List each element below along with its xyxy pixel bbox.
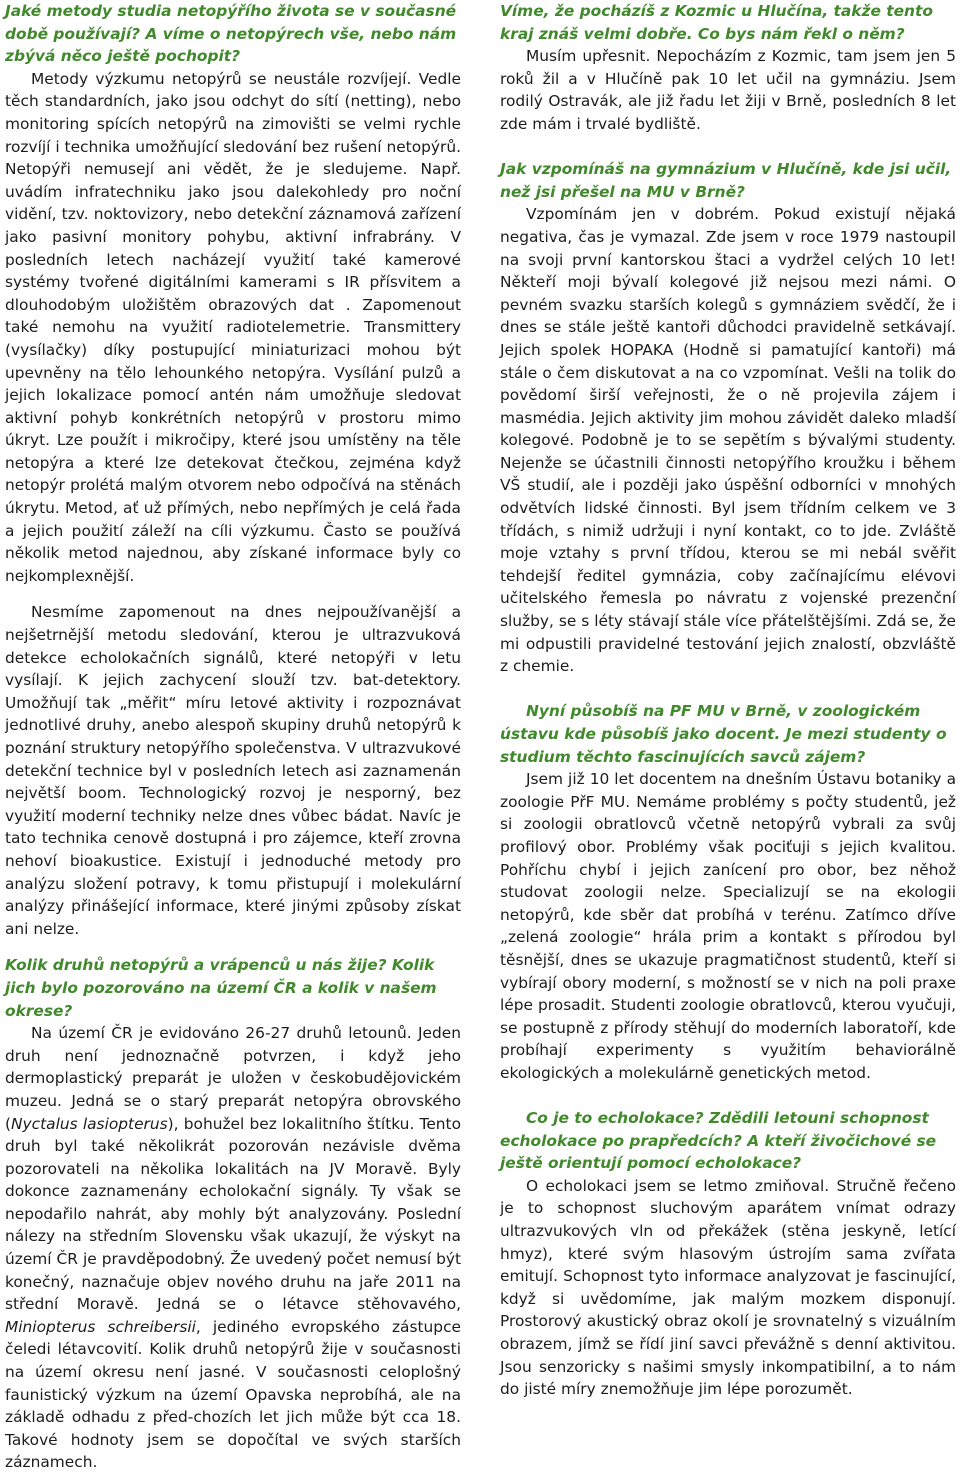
question-echolocation: Co je to echolokace? Zdědili letouni schopnost echolokace po prapředcích? A kteří živočichové se ještě orientují pomocí echolokace?: [500, 1109, 937, 1173]
answer-methods-paragraph-2: Nesmíme zapomenout na dnes nejpoužívanější a nejšetrnější metodu sledování, kterou je ultrazvuková detekce echolokačních signálů, které netopýři v letu vysílají. K jejich zachycení slouží tzv. bat-detektory. Umožňují tak „měřit“ míru letové aktivity i rozpoznávat jednotlivé druhy, anebo alespoň skupiny druhů netopýrů k poznání struktury netopýřího společenstva. V ultrazvukové detekční technice byl v posledních letech asi zaznamenán největší boom. Technologický rozvoj je nesporný, bez využití moderní techniky nelze dnes vůbec bádat. Navíc je tato technika cenově dostupná i pro zájemce, kteří zrovna nehoví bioakustice. Existují i jednoduché metody pro analýzu složení potravy, k tomu přistupují i molekulární analýzy přinášející informace, které jinými způsoby získat ani nelze.: [5, 603, 461, 938]
species-name-miniopterus: Miniopterus schreibersii: [5, 1317, 196, 1336]
left-column: [5, 0, 461, 1474]
answer-species-text-2: ), bohužel bez lokalitního štítku. Tento druh byl také několikrát pozorován nezávisle dvěma pozorovateli na několika lokalitách na JV Moravě. Byly dokonce zaznamenány echolokační signály. Ty však se nepodařilo nahrát, aby mohly být analyzovány. Poslední nálezy na středním Slovensku však ukazují, že výskyt na území ČR je pravděpodobný. Že uvedený počet nemusí být konečný, naznačuje objev nového druhu na jaře 2011 na střední Moravě. Jedná se o létavce stěhovavého,: [5, 1114, 461, 1314]
question-gymnasium: Jak vzpomínáš na gymnázium v Hlučíně, kde jsi učil, než jsi přešel na MU v Brně?: [500, 160, 952, 201]
answer-echolocation: O echolokaci jsem se letmo zmiňoval. Stručně řečeno je to schopnost sluchovým aparátem vnímat odrazy ultrazvukových vln od překážek (stěna jeskyně, letící hmyz), které svým hlasovým ústrojím sama zvířata emitují. Schopnost tyto informace analyzovat je fascinující, když si uvědomíme, jak malým mozkem disponují. Prostorový akustický obraz okolí je srovnatelný s vizuálním obrazem, jímž se řídí jiní savci převážně s denní aktivitou. Jsou senzoricky s našimi smysly inkompatibilní, a to nám do jisté míry znemožňuje jim lépe porozumět.: [500, 1176, 956, 1399]
answer-gymnasium: Vzpomínám jen v dobrém. Pokud existují nějaká negativa, čas je vymazal. Zde jsem v roce 1979 nastoupil na svoji první kantorskou štaci a vydržel celých 10 let! Někteří moji bývalí kolegové již nejsou mezi námi. O pevném svazku starších kolegů s gymnáziem svědčí, že i dnes se stále ještě kantoři důchodci pravidelně setkávají. Jejich spolek HOPAKA (Hodně si pamatující kantoři) má stále o čem diskutovat a na co vzpomínat. Vešli na tolik do povědomí širší veřejnosti, že o ně projevila zájem i masmédia. Jejich aktivity jim mohou závidět daleko mladší kolegové. Podobně je to se sepětím s bývalými studenty. Nejenže se účastnili činnosti netopýřího kroužku i během VŠ studií, ale i později jako úspěšní odborníci v mnohých odvětvích lidské činnosti. Byl jsem třídním celkem ve 3 třídách, s nimiž udržuji i nyní kontakt, co to jde. Zvláště moje vztahy s první třídou, kterou se mi nebál svěřit tehdejší ředitel gymnázia, coby začínajícímu elévovi učitelského řemesla po návratu z vojenské prezenční služby, se s léty stávají stále více přátelštějšími. Zdá se, že mi odpustili pravidelné testování jejich znalostí, obzvláště z chemie.: [500, 205, 956, 676]
answer-methods-paragraph-1: Metody výzkumu netopýrů se neustále rozvíjejí. Vedle těch standardních, jako jsou odchyt do sítí (netting), nebo monitoring spících netopýrů na zimovišti se velmi rychle rozvíjí i technika umožňující sledování bez rušení netopýrů. Netopýři nemusejí ani vědět, že je sledujeme. Např. uvádím infratechniku jako jsou dalekohledy pro noční vidění, tzv. noktovizory, nebo detekční záznamová zařízení jako pasivní monitory pohybu, aktivní infrabrány. V posledních letech nacházejí využití také kamerové systémy tvořené digitálními kamerami s IR přísvitem a dlouhodobým uložištěm obrazových dat . Zapomenout také nemohu na využití radiotelemetrie. Transmittery (vysílačky) díky postupující miniaturizaci mohou být upevněny na tělo lehounkého netopýra. Vysílání pulzů a jejich lokalizace pomocí antén nám umožňuje sledovat aktivní pohyb konkrétních netopýrů v prostoru mimo úkryt. Lze použít i mikročipy, které jsou umístěny na těle netopýra a které lze detekovat čtečkou, zejména když netopýr prolétá malým otvorem nebo odpočívá na stěnách úkrytu. Metod, ať už přímých, nebo nepřímých je celá řada a jejich použití záleží na cíli výzkumu. Často se používá několik metod najednou, aby získané informace byly co nejkomplexnější.: [5, 69, 461, 585]
species-name-nyctalus: Nyctalus lasiopterus: [11, 1114, 168, 1133]
question-methods: Jaké metody studia netopýřího života se v současné době používají? A víme o netopýrech vše, nebo nám zbývá něco ještě pochopit?: [5, 2, 457, 66]
answer-species-text-3: , jediného evropského zástupce čeledi létavcovití. Kolik druhů netopýrů žije v současnosti na území okresu není jasné. V současnosti celoplošný faunistický výzkum na území Opavska neprobíhá, ale na základě odhadu z před-chozích let jich může být cca 18. Takové hodnoty jsem se dopočítal ve svých starších záznamech.: [5, 1317, 462, 1472]
question-kozmice: Víme, že pocházíš z Kozmic u Hlučína, takže tento kraj znáš velmi dobře. Co bys nám řekl o něm?: [500, 2, 933, 43]
right-column: [500, 0, 956, 1401]
question-university: Nyní působíš na PF MU v Brně, v zoologickém ústavu kde působíš jako docent. Je mezi studenty o studium těchto fascinujících savců zájem?: [500, 702, 947, 766]
answer-species-text-1: Na území ČR je evidováno 26-27 druhů letounů. Jeden druh není jednoznačně potvrzen, i když jeho dermoplastický preparát je uložen v českobudějovickém muzeu. Jedná se o starý preparát netopýra obrovského (: [5, 1024, 461, 1133]
answer-species-count: [5, 1022, 461, 1474]
answer-university: Jsem již 10 let docentem na dnešním Ústavu botaniky a zoologie PřF MU. Nemáme problémy s počty studentů, jež si zoologii obratlovců včetně netopýrů vybrali za svůj profilový obor. Problémy však pociťuji s jejich kvalitou. Pohříchu chybí i jejich zanícení pro obor, bez něhož studovat zoologii nelze. Specializují se na ekologii netopýrů, kde sběr dat probíhá v terénu. Zatímco dříve „zelená zoologie“ hrála prim a kontakt s přírodou byl těsnější, dnes se ukazuje pragmatičnost studentů, kteří si vybírají obory moderní, s možností se v nich na poli praxe lépe prosadit. Studenti zoologie obratlovců, kterou vyučuji, se postupně z přírody stěhují do moderních laboratoří, kde probíhají experimenty s využitím behaviorálně ekologických a molekulárně genetických metod.: [500, 770, 956, 1082]
question-species-count: Kolik druhů netopýrů a vrápenců u nás žije? Kolik jich bylo pozorováno na území ČR a kolik v našem okrese?: [5, 956, 437, 1020]
answer-kozmice: Musím upřesnit. Nepocházím z Kozmic, tam jsem jen 5 roků žil a v Hlučíně pak 10 let učil na gymnáziu. Jsem rodilý Ostravák, ale již řadu let žiji v Brně, posledních 8 let zde mám i trvalé bydliště.: [500, 47, 956, 133]
